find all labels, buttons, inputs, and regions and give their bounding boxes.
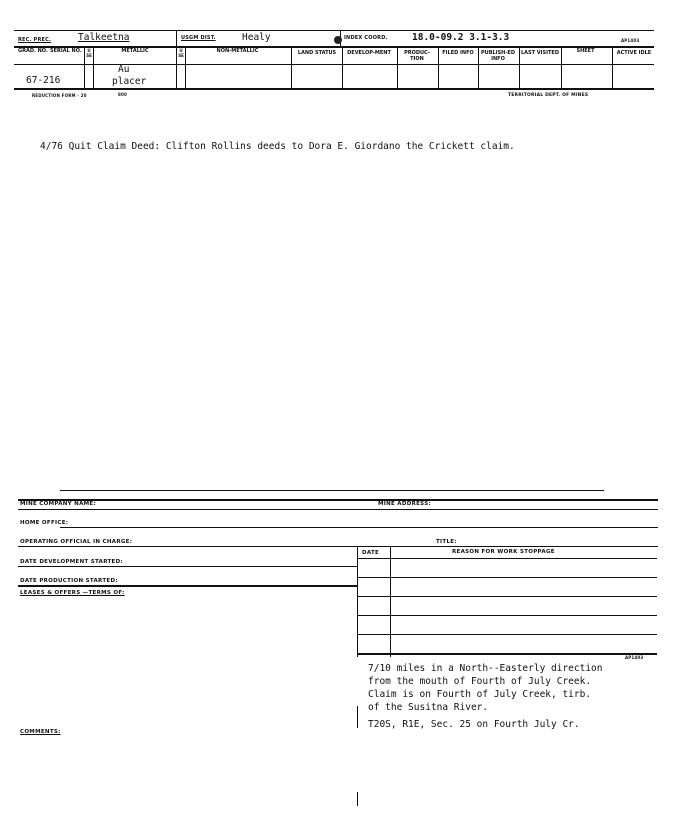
- metallic-value-top: Au: [118, 64, 130, 75]
- form-code: REDUCTION FORM - 20: [32, 93, 87, 98]
- margin-mark: [357, 706, 358, 728]
- rule: [18, 509, 658, 510]
- leases-label: LEASES & OFFERS —TERMS OF:: [20, 590, 125, 596]
- non-metallic-label: NON-METALLIC: [216, 48, 259, 54]
- serial-no-label: SERIAL NO.: [50, 48, 82, 54]
- legal-description: T20S, R1E, Sec. 25 on Fourth July Cr.: [368, 719, 580, 730]
- date-development-label: DATE DEVELOPMENT STARTED:: [20, 559, 123, 565]
- table-bottom: [357, 653, 657, 655]
- divider: [519, 46, 520, 88]
- mining-dist-label: USGM DIST.: [181, 35, 216, 41]
- mine-address-label: MINE ADDRESS:: [378, 501, 431, 507]
- rule: [18, 566, 358, 567]
- margin-mark: [357, 792, 358, 806]
- location-line: Claim is on Fourth of July Creek, tirb.: [368, 689, 592, 700]
- divider: [93, 46, 94, 88]
- index-coord-label: INDEX COORD.: [344, 35, 388, 41]
- mining-dist-value: Healy: [242, 32, 271, 43]
- rule: [18, 546, 658, 547]
- divider: [84, 46, 85, 88]
- title-label: TITLE:: [436, 539, 457, 545]
- divider: [185, 46, 186, 88]
- date-column-header: DATE: [362, 550, 380, 556]
- form-number: 800: [118, 92, 127, 97]
- comments-label: COMMENTS:: [20, 729, 61, 735]
- published-info-label: PUBLISH-ED INFO: [480, 50, 515, 62]
- table-date-divider: [390, 547, 391, 657]
- metallic-value-bottom: placer: [112, 76, 147, 87]
- table-row: [357, 577, 657, 578]
- table-row: [357, 615, 657, 616]
- rec-prec-label: REC. PREC.: [18, 37, 52, 43]
- last-visited-label: LAST VISITED: [521, 50, 559, 56]
- home-office-label: HOME OFFICE:: [20, 520, 69, 526]
- use2-label: USE: [178, 48, 184, 58]
- small-code: AP1403: [625, 655, 644, 660]
- mine-company-label: MINE COMPANY NAME:: [20, 501, 96, 507]
- metallic-label: METALLIC: [121, 48, 149, 54]
- operating-official-label: OPERATING OFFICIAL IN CHARGE:: [20, 539, 133, 545]
- row-rule: [14, 64, 654, 65]
- divider: [176, 46, 177, 88]
- divider: [438, 46, 439, 88]
- table-row: [357, 596, 657, 597]
- development-label: DEVELOP-MENT: [347, 50, 391, 56]
- company-rule: [18, 499, 658, 501]
- location-line: 7/10 miles in a North--Easterly direction: [368, 663, 603, 674]
- note-entry: [40, 134, 515, 153]
- bottom-rule: [14, 88, 654, 90]
- table-row: [357, 558, 657, 559]
- reason-column-header: REASON FOR WORK STOPPAGE: [452, 549, 555, 555]
- fold-rule: [60, 490, 604, 491]
- divider: [291, 46, 292, 88]
- divider: [612, 46, 613, 88]
- use-label: USE: [86, 48, 92, 58]
- active-idle-label: ACTIVE IDLE: [616, 50, 652, 56]
- ink-blot: [334, 36, 342, 44]
- date-production-label: DATE PRODUCTION STARTED:: [20, 578, 118, 584]
- corner-code: AP1403: [621, 38, 640, 43]
- rec-prec-value: Talkeetna: [78, 32, 130, 43]
- location-line: from the mouth of Fourth of July Creek.: [368, 676, 592, 687]
- location-line: of the Susitna River.: [368, 702, 489, 713]
- filed-info-label: FILED INFO: [442, 50, 474, 56]
- sheet-label: SHEET: [576, 48, 595, 54]
- land-status-label: LAND STATUS: [297, 50, 337, 56]
- location-remarks: [368, 662, 603, 714]
- dept-label: TERRITORIAL DEPT. OF MINES: [508, 93, 589, 98]
- rule: [60, 527, 658, 528]
- rule: [18, 585, 358, 587]
- table-row: [357, 634, 657, 635]
- production-label: PRODUC-TION: [404, 50, 430, 62]
- grad-serial-value: 67-216: [26, 75, 61, 86]
- divider: [342, 46, 343, 88]
- table-left-edge: [357, 547, 358, 657]
- index-coord-value: 18.0-09.2 3.1-3.3: [412, 32, 510, 43]
- top-rule: [14, 30, 654, 31]
- grad-no-label: GRAD. NO.: [18, 48, 48, 54]
- divider: [561, 46, 562, 88]
- quit-claim-note: 4/76 Quit Claim Deed: Clifton Rollins deeds to Dora E. Giordano the Crickett claim.: [40, 141, 515, 152]
